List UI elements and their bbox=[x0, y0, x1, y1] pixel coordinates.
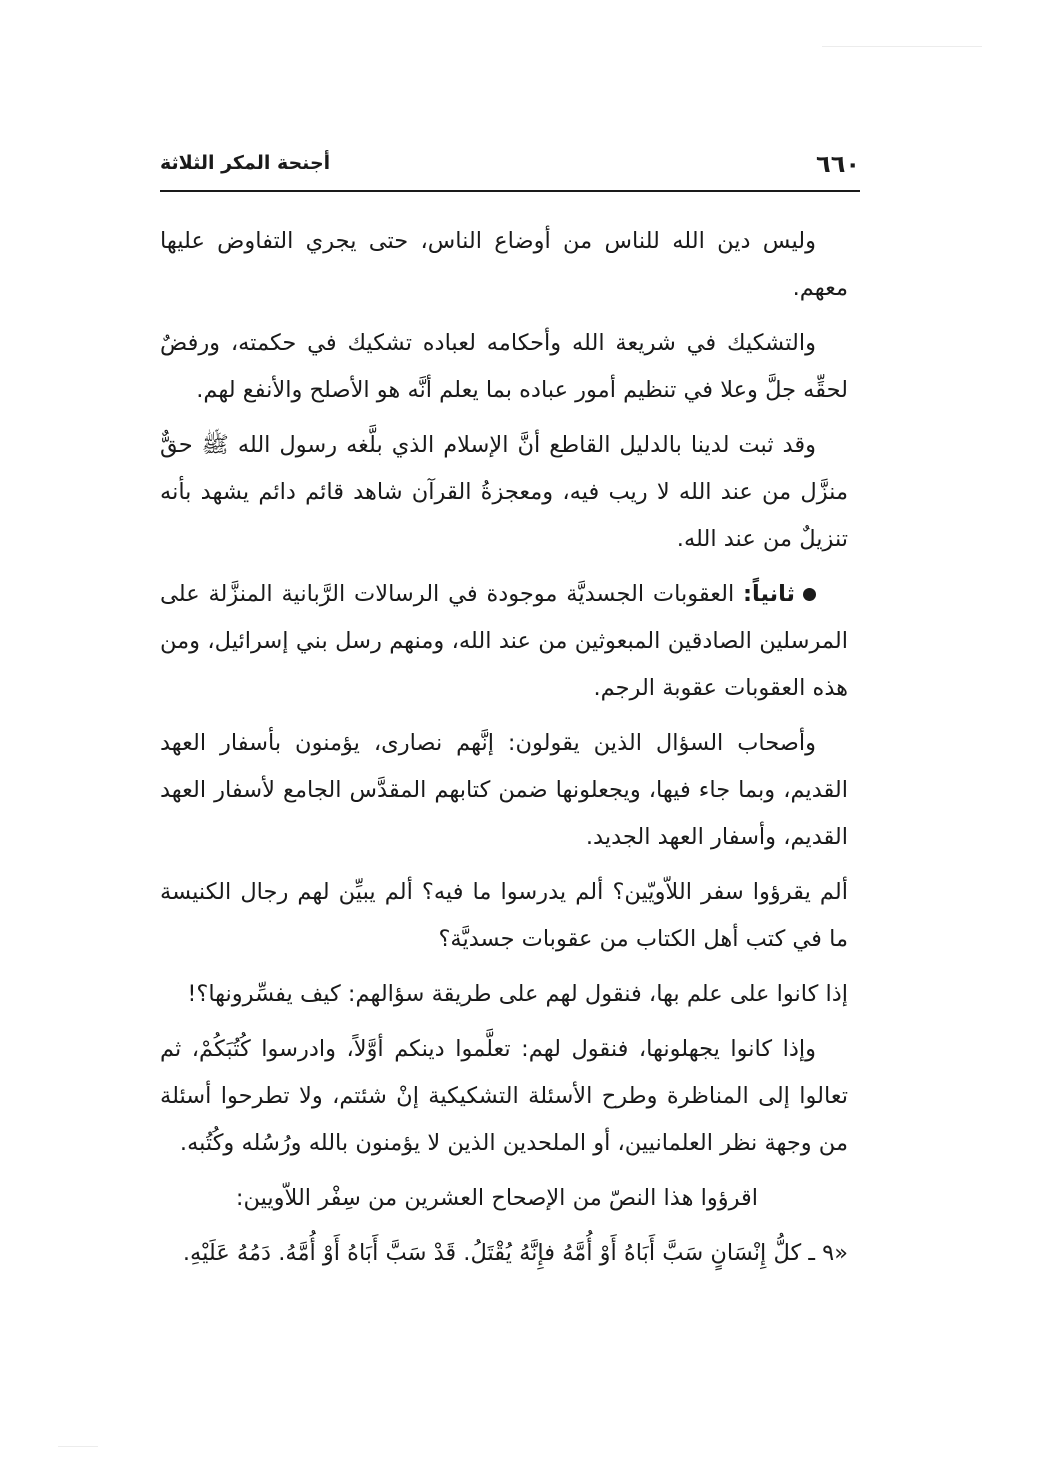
scripture-quote: «٩ ـ كلُّ إِنْسَانٍ سَبَّ أَبَاهُ أَوْ أُمَّهُ فإِنَّهُ يُقْتَلُ. قَدْ سَبَّ أَبَاهُ أَوْ أُمَّهُ. دَمُهُ عَلَيْهِ. bbox=[182, 1240, 848, 1266]
paragraph-1: وليس دين الله للناس من أوضاع الناس، حتى يجري التفاوض عليها معهم. bbox=[160, 228, 848, 301]
paragraph-9: اقرؤوا هذا النصّ من الإصحاح العشرين من سِفْر اللاّويين: bbox=[235, 1185, 758, 1211]
paragraph-4-rest: العقوبات الجسديَّة موجودة في الرسالات الرَّبانية المنزَّلة على المرسلين الصادقين المبعوثين من عند الله، ومنهم رسل بني إسرائيل، ومن هذه العقوبات عقوبة الرجم. bbox=[160, 581, 848, 701]
page-header bbox=[160, 148, 860, 188]
paragraph-8: وإذا كانوا يجهلونها، فنقول لهم: تعلَّموا دينكم أوَّلاً، وادرسوا كُتُبَكُمْ، ثم تعالوا إلى المناظرة وطرح الأسئلة التشكيكية إنْ شئتم، ولا تطرحوا أسئلة من وجهة نظر العلمانيين، أو الملحدين الذين لا يؤمنون بالله ورُسُله وكُتُبه. bbox=[160, 1036, 848, 1156]
paragraph-4 bbox=[160, 571, 848, 712]
running-title: أجنحة المكر الثلاثة bbox=[160, 152, 331, 174]
paragraph-4-lead: ثانياً: bbox=[743, 581, 795, 607]
paragraph-2: والتشكيك في شريعة الله وأحكامه لعباده تشكيك في حكمته، ورفضٌ لحقِّه جلَّ وعلا في تنظيم أمور عباده بما يعلم أنَّه هو الأصلح والأنفع لهم. bbox=[160, 330, 848, 403]
bullet-icon bbox=[803, 588, 816, 601]
page-number: ٦٦٠ bbox=[816, 150, 860, 178]
body-text bbox=[160, 218, 848, 1285]
paragraph-7: إذا كانوا على علم بها، فنقول لهم على طريقة سؤالهم: كيف يفسِّرونها؟! bbox=[187, 981, 848, 1007]
header-rule bbox=[160, 190, 860, 192]
scan-artifact-bottom bbox=[58, 1446, 98, 1447]
paragraph-5: وأصحاب السؤال الذين يقولون: إنَّهم نصارى، يؤمنون بأسفار العهد القديم، وبما جاء فيها، ويجعلونها ضمن كتابهم المقدَّس الجامع لأسفار العهد القديم، وأسفار العهد الجديد. bbox=[160, 730, 848, 850]
paragraph-6: ألم يقرؤوا سفر اللاّويّين؟ ألم يدرسوا ما فيه؟ ألم يبيِّن لهم رجال الكنيسة ما في كتب أهل الكتاب من عقوبات جسديَّة؟ bbox=[160, 879, 848, 952]
scan-artifact bbox=[822, 46, 982, 47]
paragraph-3: وقد ثبت لدينا بالدليل القاطع أنَّ الإسلام الذي بلَّغه رسول الله ﷺ حقٌّ منزَّل من عند الله لا ريب فيه، ومعجزةُ القرآن شاهد قائم دائم يشهد بأنه تنزيلٌ من عند الله. bbox=[160, 432, 848, 552]
